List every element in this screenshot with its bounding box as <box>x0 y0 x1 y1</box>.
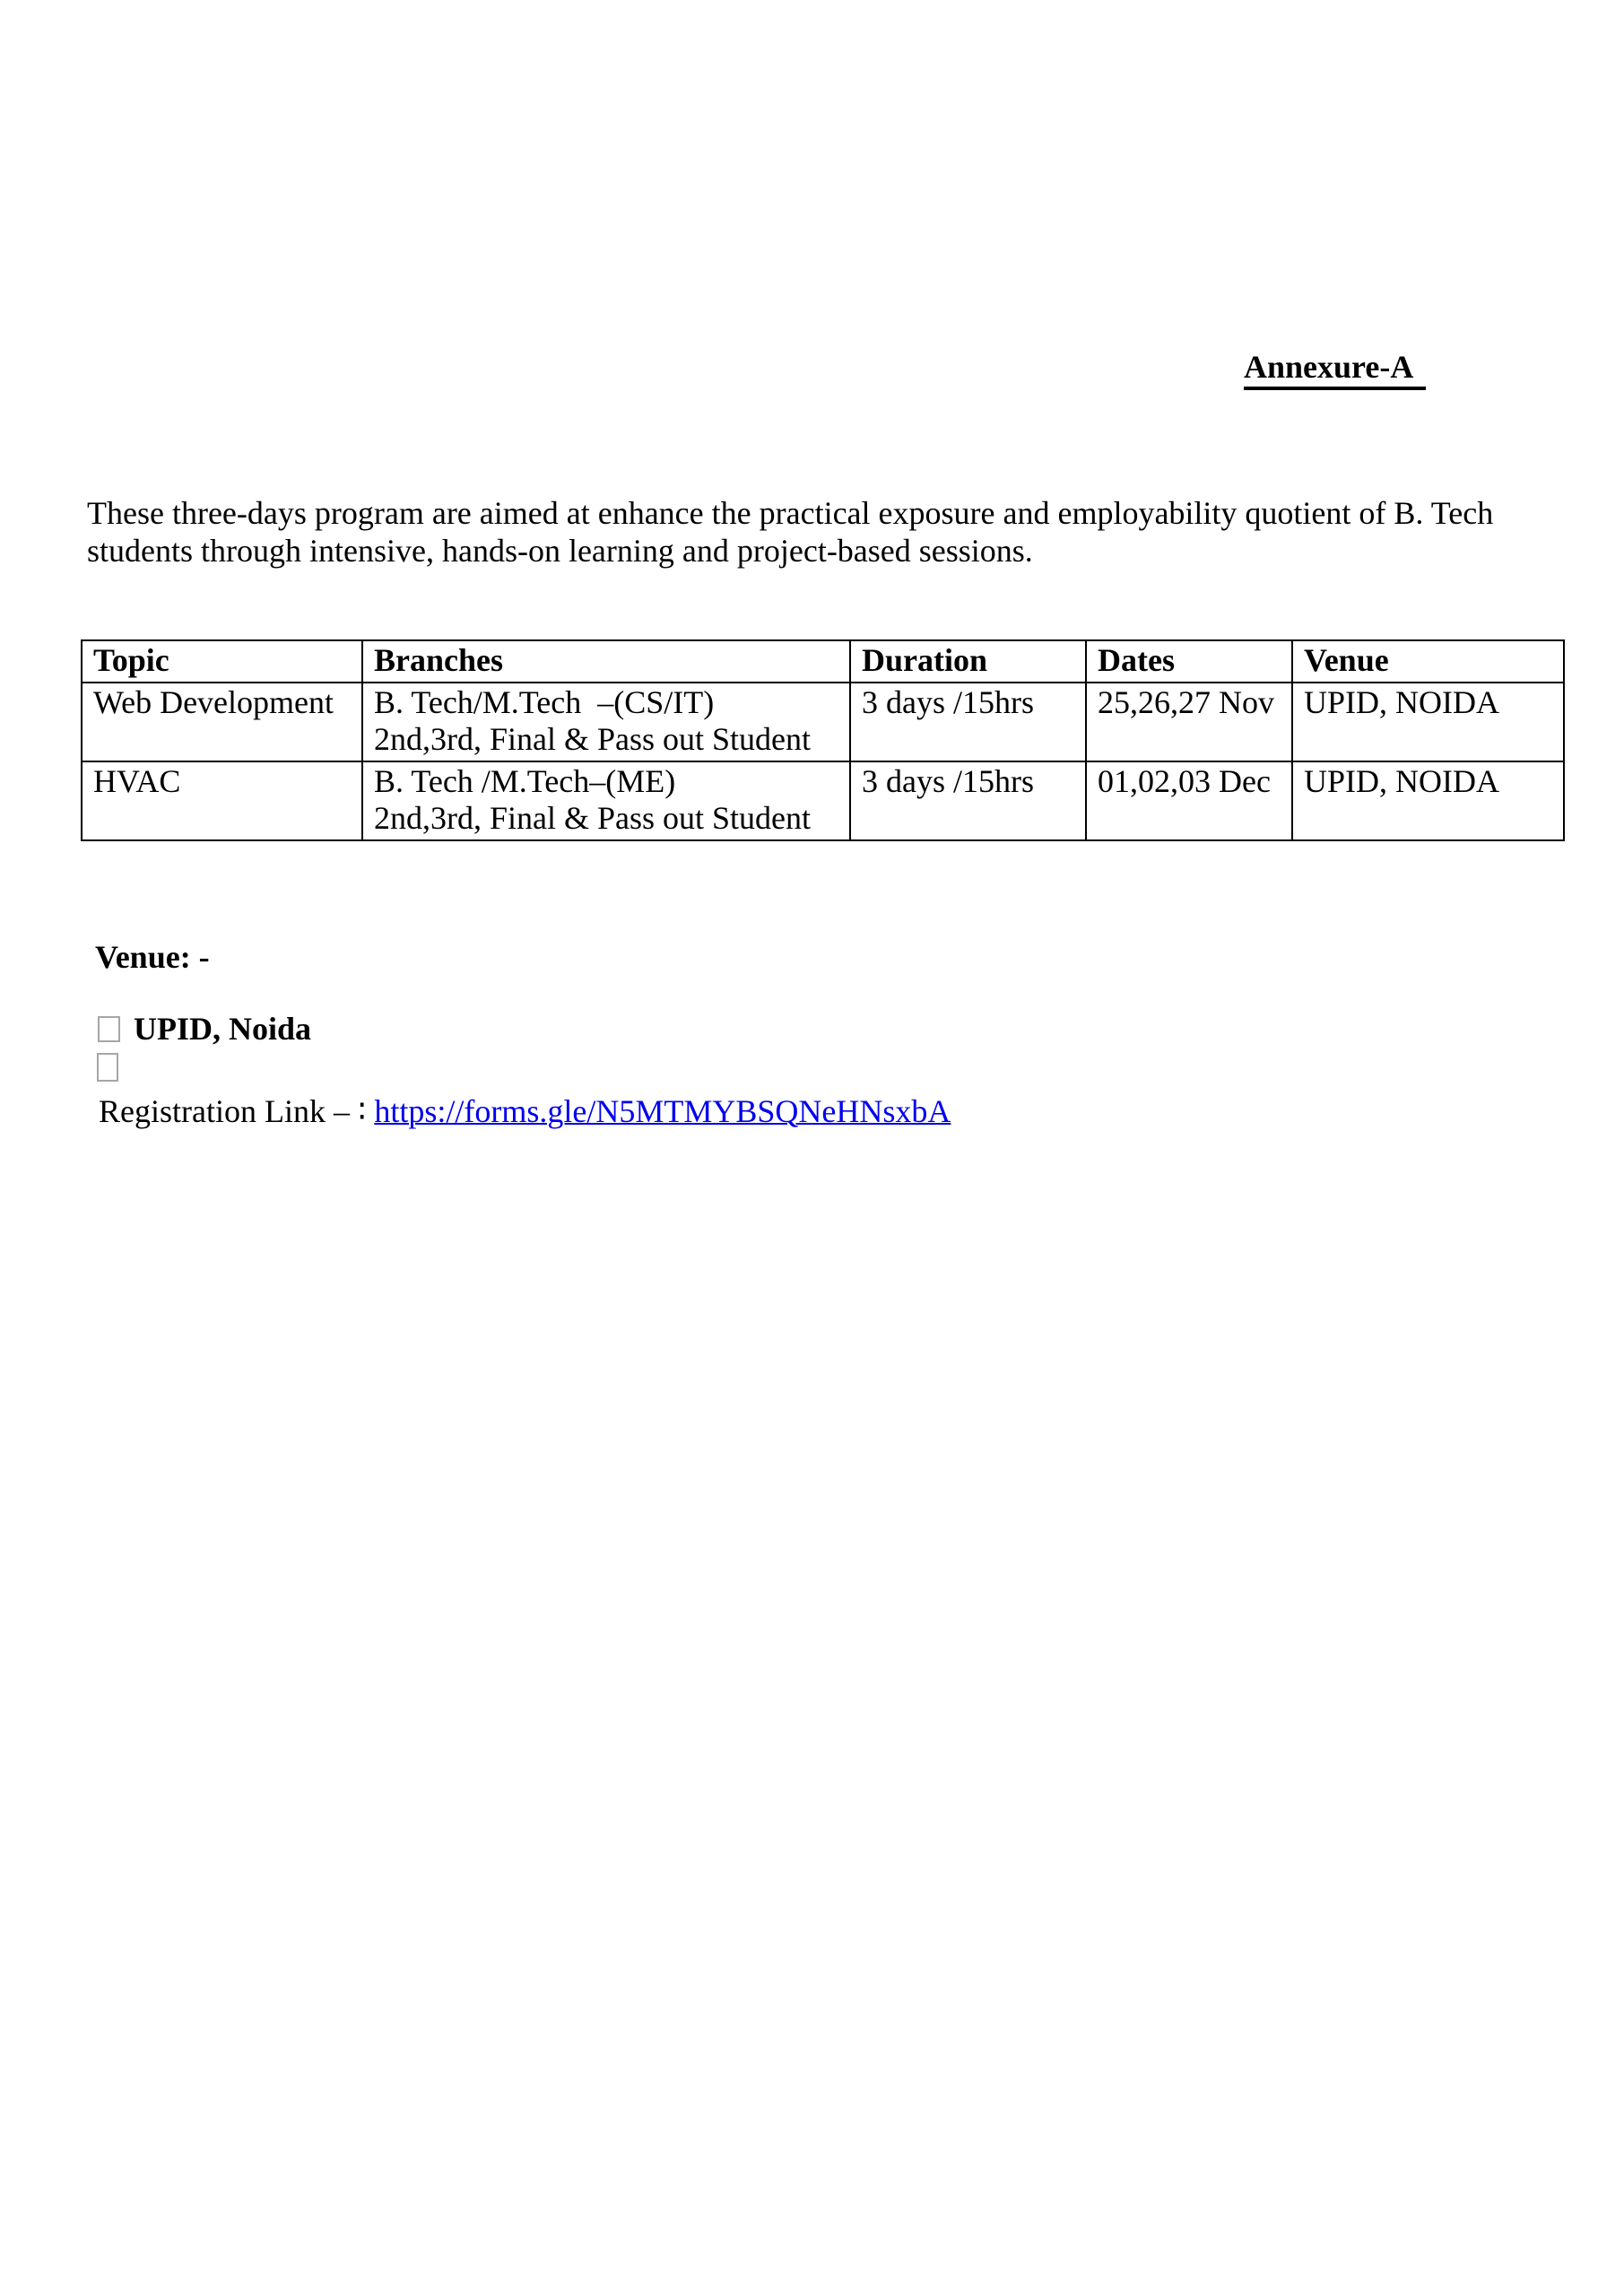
cell-topic: HVAC <box>82 761 362 840</box>
column-header-topic: Topic <box>82 640 362 683</box>
table-row <box>82 683 1564 761</box>
registration-link[interactable]: https://forms.gle/N5MTMYBSQNeHNsxbA <box>374 1093 951 1129</box>
annexure-heading-text: Annexure-A <box>1244 348 1426 390</box>
cell-venue: UPID, NOIDA <box>1292 683 1564 761</box>
empty-list-item <box>97 1049 118 1087</box>
column-header-dates: Dates <box>1086 640 1292 683</box>
cell-duration: 3 days /15hrs <box>850 761 1086 840</box>
table-row <box>82 761 1564 840</box>
column-header-branches: Branches <box>362 640 850 683</box>
cell-branches <box>362 761 850 840</box>
venue-item-label: UPID, Noida <box>134 1011 312 1047</box>
column-header-duration: Duration <box>850 640 1086 683</box>
venue-heading: Venue: - <box>95 939 210 975</box>
cell-dates: 25,26,27 Nov <box>1086 683 1292 761</box>
annexure-heading <box>1244 348 1426 390</box>
bullet-box-icon <box>98 1016 120 1042</box>
registration-line <box>99 1092 951 1130</box>
column-header-venue: Venue <box>1292 640 1564 683</box>
intro-paragraph <box>87 494 1594 570</box>
registration-label: Registration Link – ∶ <box>99 1093 375 1129</box>
branches-line-1: B. Tech/M.Tech –(CS/IT) <box>374 684 715 720</box>
branches-line-1: B. Tech /M.Tech–(ME) <box>374 763 676 799</box>
program-table <box>81 639 1565 841</box>
venue-list-item <box>98 1010 311 1048</box>
branches-line-2: 2nd,3rd, Final & Pass out Student <box>374 721 812 757</box>
cell-venue: UPID, NOIDA <box>1292 761 1564 840</box>
branches-line-2: 2nd,3rd, Final & Pass out Student <box>374 800 812 836</box>
cell-dates: 01,02,03 Dec <box>1086 761 1292 840</box>
table-header-row <box>82 640 1564 683</box>
cell-branches <box>362 683 850 761</box>
cell-topic: Web Development <box>82 683 362 761</box>
bullet-box-icon <box>97 1053 118 1082</box>
cell-duration: 3 days /15hrs <box>850 683 1086 761</box>
intro-line-1: These three-days program are aimed at enhance the practical exposure and employability quotient of B. Tech <box>87 495 1494 531</box>
intro-line-2: students through intensive, hands-on learning and project-based sessions. <box>87 533 1033 569</box>
